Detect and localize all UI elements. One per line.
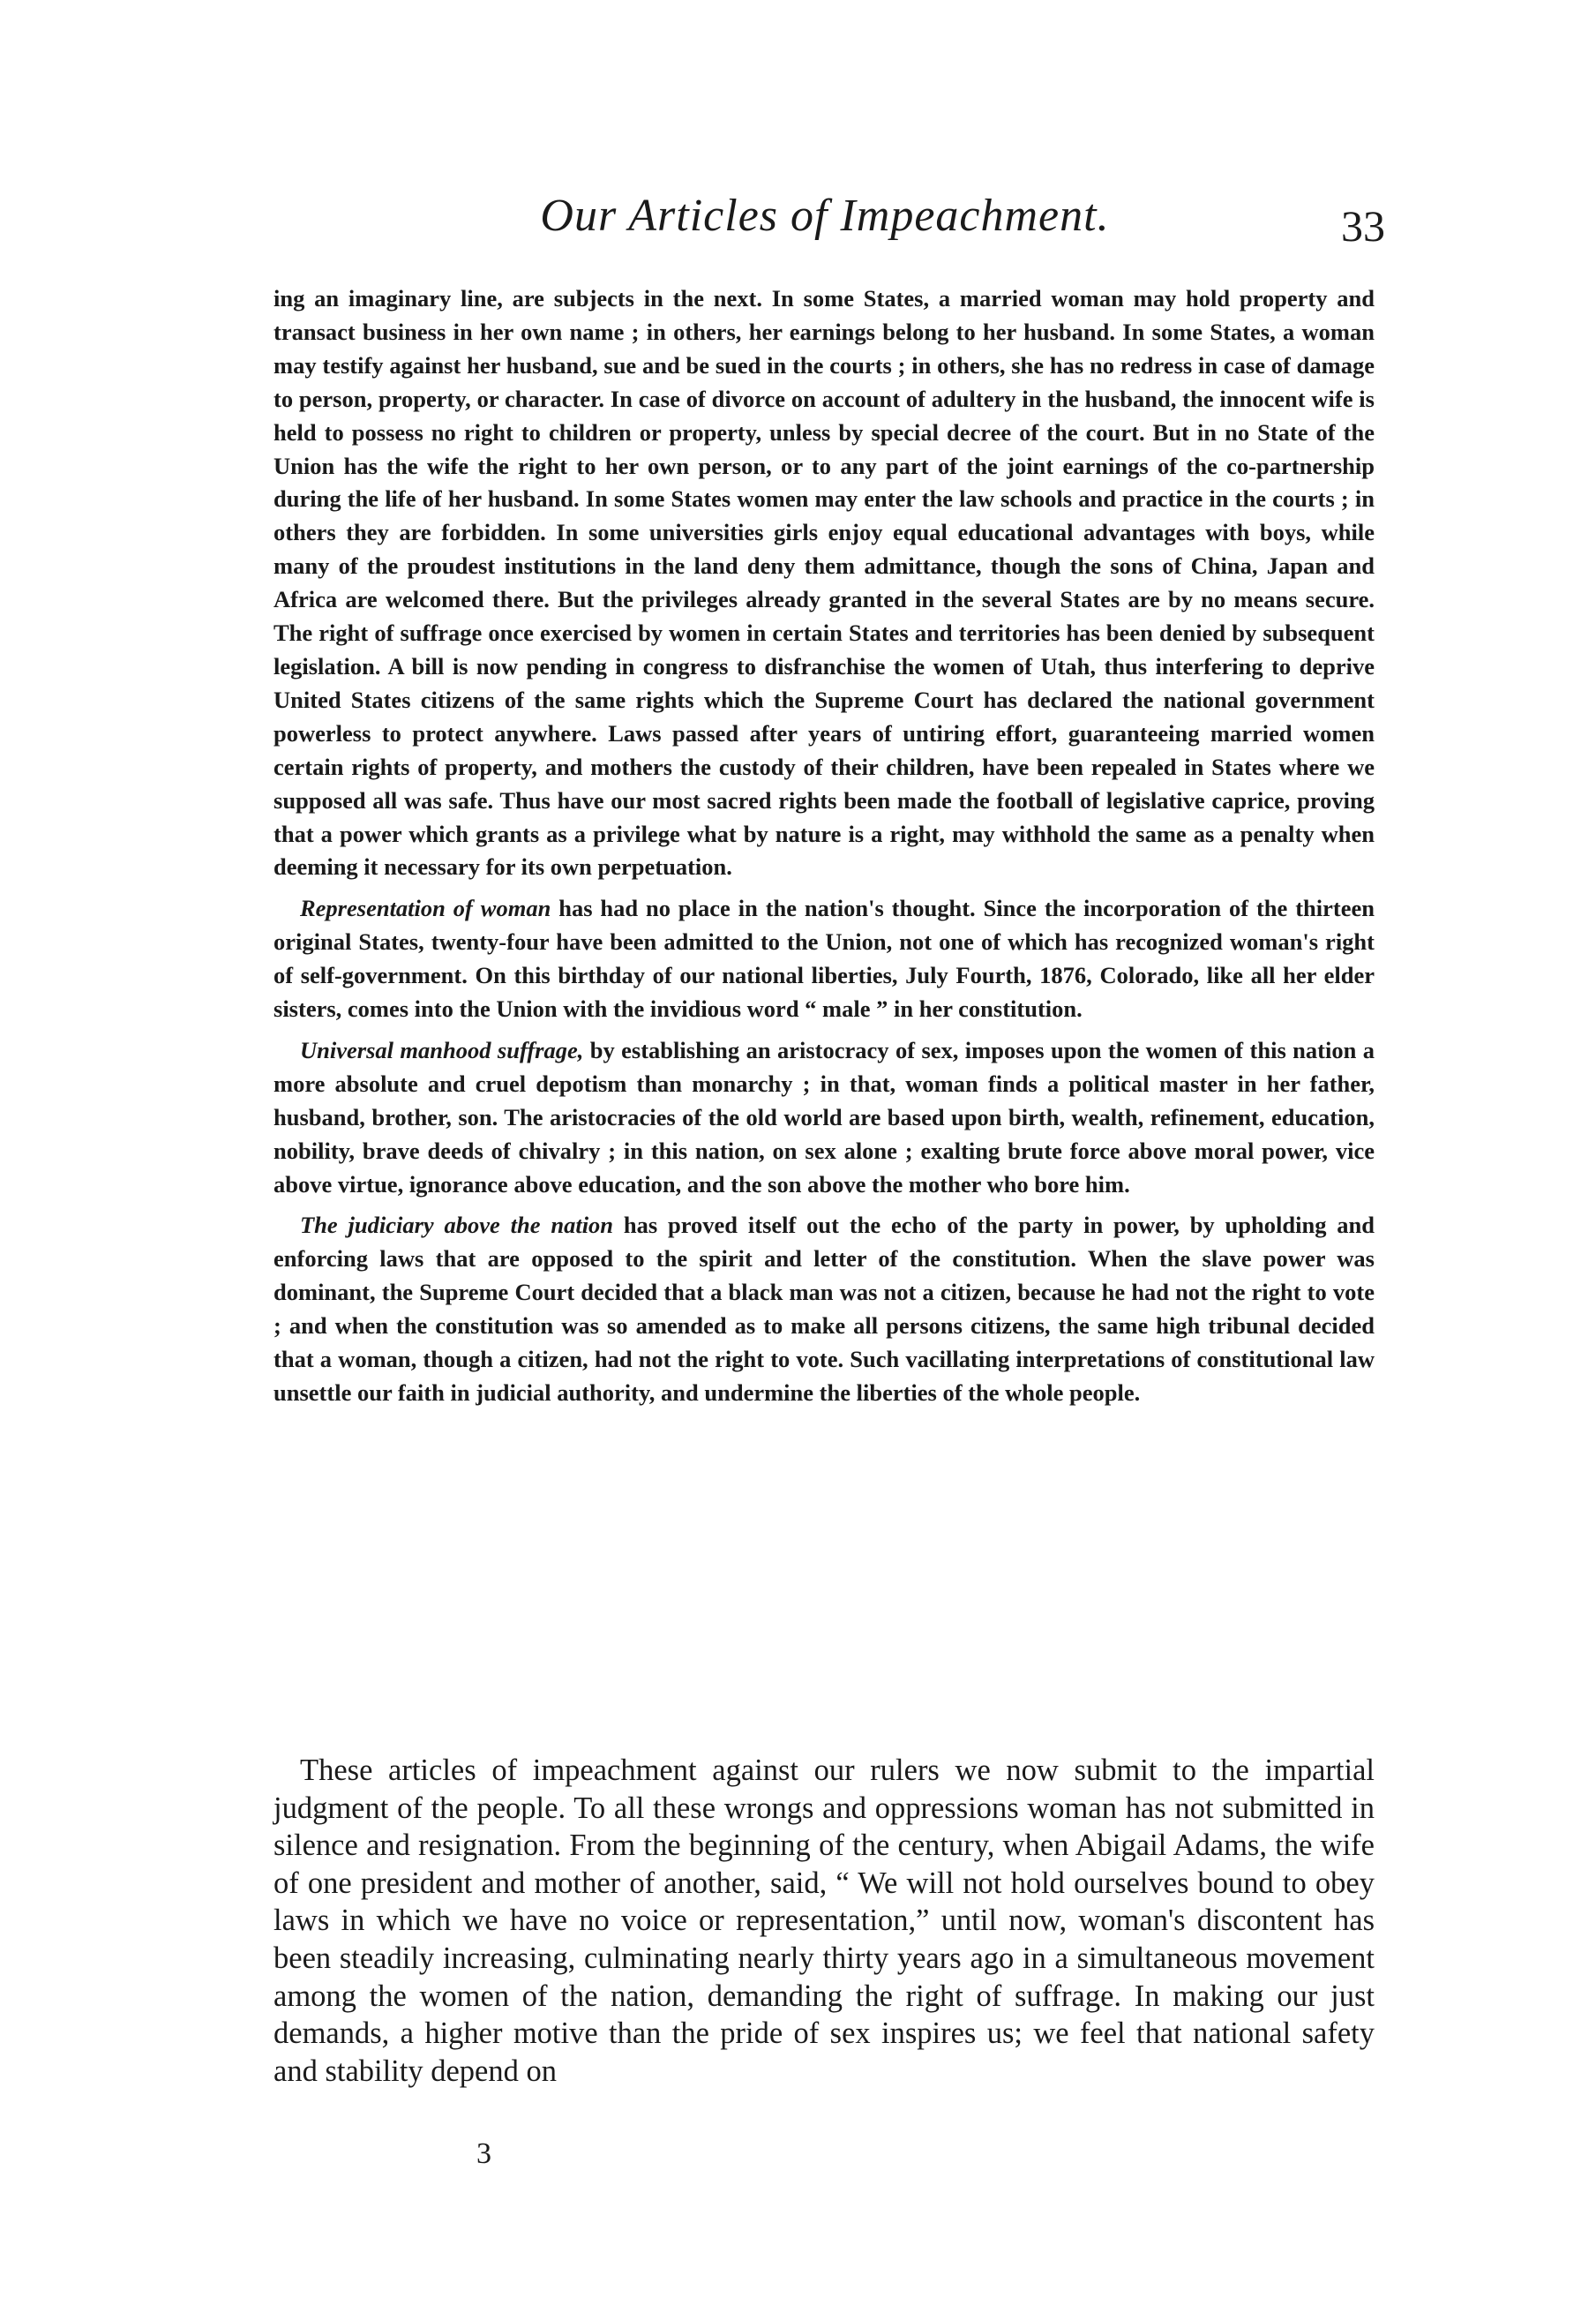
paragraph-2-lead: Representation of woman [300, 895, 551, 922]
paragraph-1 [273, 282, 1375, 884]
signature-mark: 3 [476, 2137, 491, 2170]
body-text [273, 282, 1375, 1418]
paragraph-3-text: by establishing an aristocracy of sex, imposes upon the women of this nation a more absolute and cruel depotism than monarchy ; in that, woman finds a political master in her father, husband, brother, son. The aristocracies of the old world are based upon birth, wealth, refinement, education, nobility, brave deeds of chivalry ; in this nation, on sex alone ; exalting brute force above moral power, vice above virtue, ignorance above education, and the son above the mother who bore him. [273, 1036, 1375, 1198]
paragraph-4 [273, 1209, 1375, 1409]
closing-paragraph: These articles of impeachment against our rulers we now submit to the impartial judgment of the people. To all these wrongs and oppressions woman has not submitted in silence and resignation. From the beginning of the century, when Abigail Adams, the wife of one president and mother of another, said, “ We will not hold ourselves bound to obey laws in which we have no voice or representation,” until now, woman's discontent has been steadily increasing, culminating nearly thirty years ago in a simultaneous movement among the women of the nation, demanding the right of suffrage. In making our just demands, a higher motive than the pride of sex inspires us; we feel that national safety and stability depend on [273, 1754, 1375, 2088]
page-number: 33 [1341, 201, 1385, 251]
running-title: Our Articles of Impeachment. [540, 191, 1110, 241]
paragraph-4-lead: The judiciary above the nation [300, 1212, 614, 1239]
paragraph-2 [273, 892, 1375, 1026]
paragraph-4-text: has proved itself out the echo of the party in power, by upholding and enforcing laws that are opposed to the spirit and letter of the constitution. When the slave power was dominant, the Supreme Court decided that a black man was not a citizen, because he had not the right to vote ; and when the constitution was so amended as to make all persons citizens, the same high tribunal decided that a woman, though a citizen, had not the right to vote. Such vacillating interpretations of constitutional law unsettle our faith in judicial authority, and undermine the liberties of the whole people. [273, 1212, 1375, 1406]
running-head [265, 190, 1385, 260]
paragraph-3 [273, 1034, 1375, 1202]
paragraph-1-text: ing an imaginary line, are subjects in the next. In some States, a married woman may hold property and transact business in her own name ; in others, her earnings belong to her husband. In some States, a woman may testify against her husband, sue and be sued in the courts ; in others, she has no redress in case of damage to person, property, or character. In case of divorce on account of adultery in the husband, the innocent wife is held to possess no right to children or property, unless by special decree of the court. But in no State of the Union has the wife the right to her own person, or to any part of the joint earnings of the co-partnership during the life of her husband. In some States women may enter the law schools and practice in the courts ; in others they are forbidden. In some universities girls enjoy equal educational advantages with boys, while many of the proudest institutions in the land deny them admittance, though the sons of China, Japan and Africa are welcomed there. But the privileges already granted in the several States are by no means secure. The right of suffrage once exercised by women in certain States and territories has been denied by subsequent legislation. A bill is now pending in congress to disfranchise the women of Utah, thus interfering to deprive United States citizens of the same rights which the Supreme Court has declared the national government powerless to protect anywhere. Laws passed after years of untiring effort, guaranteeing married women certain rights of property, and mothers the custody of their children, have been repealed in States where we supposed all was safe. Thus have our most sacred rights been made the football of legislative caprice, proving that a power which grants as a privilege what by nature is a right, may withhold the same as a penalty when deeming it necessary for its own perpetuation. [273, 285, 1375, 881]
paragraph-2-text: has had no place in the nation's thought. Since the incorporation of the thirteen original States, twenty-four have been admitted to the Union, not one of which has recognized woman's right of self-government. On this birthday of our national liberties, July Fourth, 1876, Colorado, like all her elder sisters, comes into the Union with the invidious word “ male ” in her constitution. [273, 895, 1375, 1023]
paragraph-3-lead: Universal manhood suffrage, [300, 1036, 584, 1063]
